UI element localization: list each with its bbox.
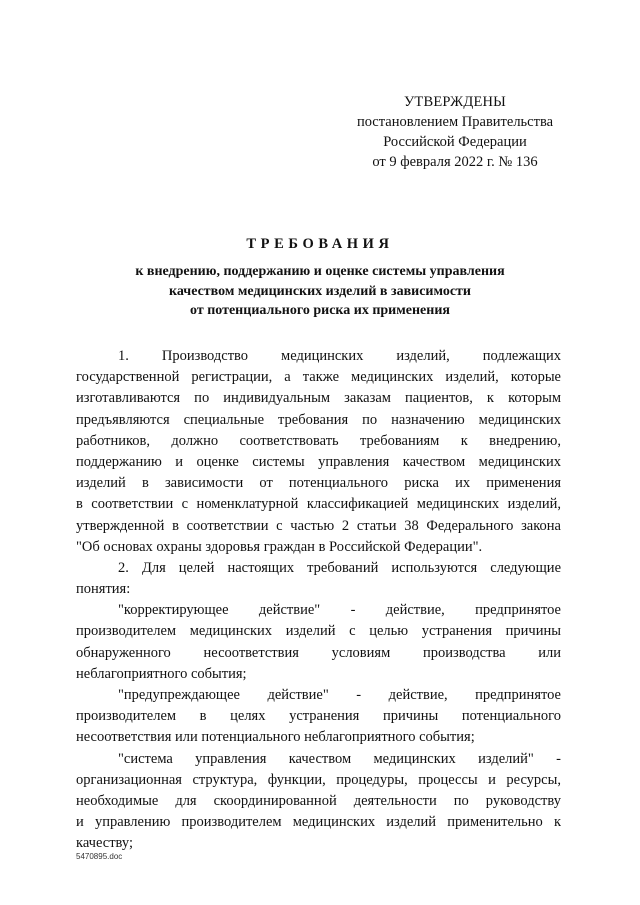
paragraph <box>76 600 561 685</box>
approval-line: постановлением Правительства <box>356 114 554 130</box>
subtitle-line: от потенциального риска их применения <box>190 303 450 318</box>
text-line: производителем медицинских изделий с целью устранения причины <box>76 623 561 640</box>
text-line: государственной регистрации, а также медицинских изделий, которые <box>76 369 561 386</box>
text-line: производителем в целях устранения причины потенциального <box>76 708 561 725</box>
subtitle-line: к внедрению, поддержанию и оценке системы управления <box>135 264 505 279</box>
paragraph <box>76 346 561 558</box>
text-line: неблагоприятного события; <box>76 665 247 682</box>
text-line: обнаруженного несоответствия условиям производства или <box>76 644 561 661</box>
text-line: несоответствия или потенциального неблагоприятного события; <box>76 729 475 746</box>
document-subtitle <box>0 262 640 321</box>
approval-date-number: от 9 февраля 2022 г. № 136 <box>372 154 538 170</box>
text-line: в соответствии с номенклатурной классификацией медицинских изделий, <box>76 496 561 513</box>
document-body <box>76 346 561 855</box>
text-line: "Об основах охраны здоровья граждан в Российской Федерации". <box>76 538 483 555</box>
text-line: и управлению производителем медицинских изделий применительно к <box>76 814 561 831</box>
text-line: утвержденной в соответствии с частью 2 статьи 38 Федерального закона <box>76 517 561 534</box>
text-line: "корректирующее действие" - действие, предпринятое <box>118 602 561 619</box>
text-line: необходимые для скоординированной деятельности по руководству <box>76 792 561 809</box>
text-line: "система управления качеством медицинских изделий" - <box>118 750 561 767</box>
paragraph <box>76 749 561 855</box>
text-line: работников, должно соответствовать требованиям к внедрению, <box>76 432 561 449</box>
approval-line: Российской Федерации <box>383 134 527 150</box>
text-line: организационная структура, функции, процедуры, процессы и ресурсы, <box>76 771 561 788</box>
document-title: ТРЕБОВАНИЯ <box>246 236 394 252</box>
text-line: поддержанию и оценке системы управления качеством медицинских <box>76 453 561 470</box>
approval-heading: УТВЕРЖДЕНЫ <box>403 94 507 110</box>
text-line: изготавливаются по индивидуальным заказам пациентов, к которым <box>76 390 561 407</box>
text-line: понятия: <box>76 581 131 598</box>
text-line: "предупреждающее действие" - действие, предпринятое <box>118 687 561 703</box>
text-line: 1. Производство медицинских изделий, подлежащих <box>118 348 561 364</box>
approval-block <box>330 92 580 172</box>
text-line: качеству; <box>76 835 133 852</box>
text-line: предъявляются специальные требования по назначению медицинских <box>76 411 561 428</box>
paragraph <box>76 685 561 749</box>
paragraph <box>76 558 561 600</box>
subtitle-line: качеством медицинских изделий в зависимости <box>169 283 471 299</box>
file-name-footer: 5470895.doc <box>76 852 123 861</box>
text-line: 2. Для целей настоящих требований используются следующие <box>118 559 561 576</box>
text-line: изделий в зависимости от потенциального риска их применения <box>76 475 561 492</box>
